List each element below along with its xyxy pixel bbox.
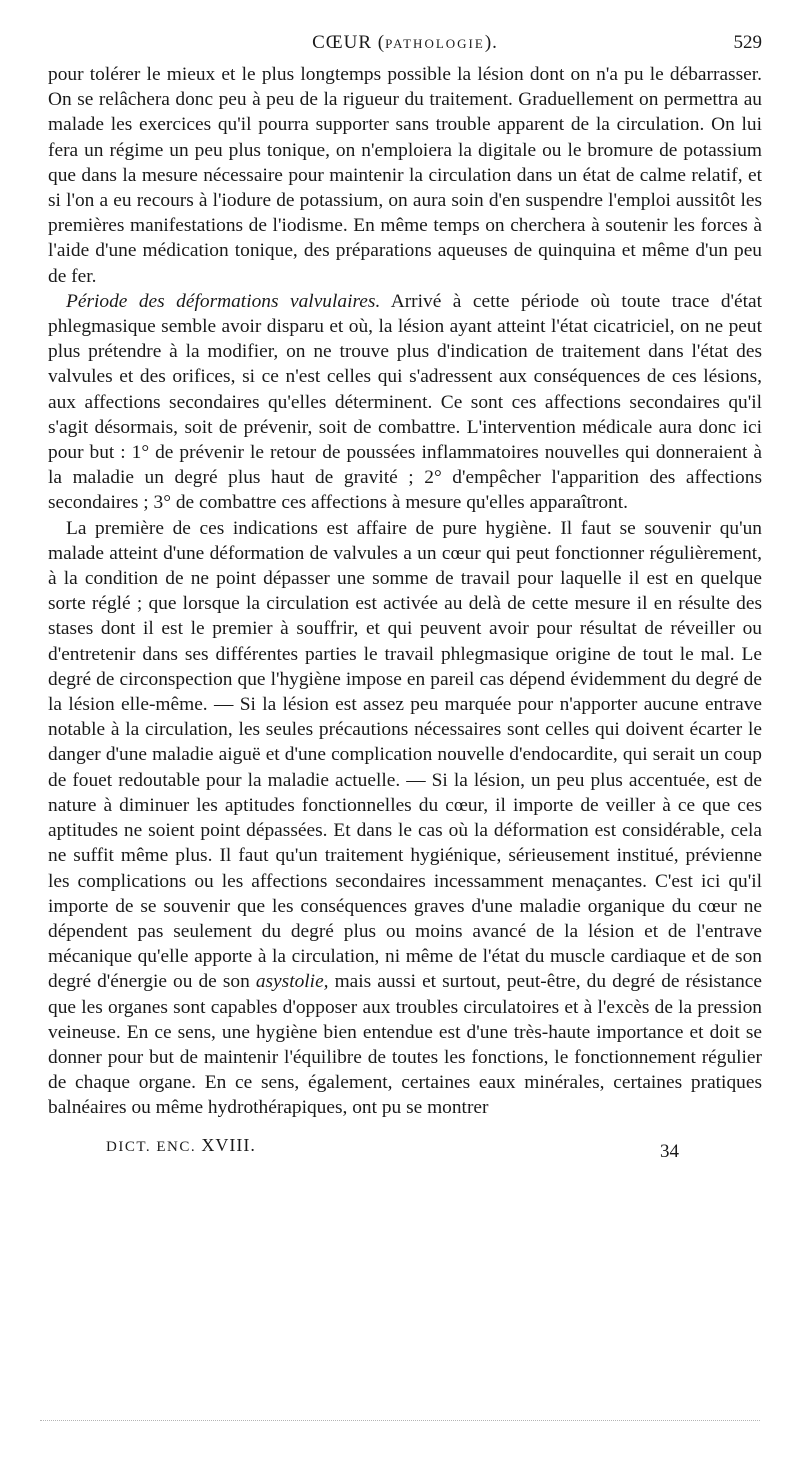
signature-prefix: DICT. ENC. <box>106 1138 197 1155</box>
section-heading-valvular-deformations: Période des déformations valvulaires. <box>66 290 381 312</box>
page-number: 529 <box>733 32 762 53</box>
running-title-main: CŒUR ( <box>312 32 386 53</box>
paragraph-text: La première de ces indications est affaire de pure hygiène. Il faut se souvenir qu'un malade atteint d'une déformation de valvules a un cœur qui peut fonctionner régulièrement, à la condition de ne point dépasser une somme de travail pour laquelle il est en quelque sorte réglé ; que lorsque la circulation est activée au delà de cette mesure il en résulte des stases dont il est le premier à souffrir, et qui peuvent avoir pour résultat de réveiller ou d'entretenir dans ses différentes parties le travail phlegmasique origine de tout le mal. Le degré de circonspection que l'hygiène impose en pareil cas dépend évidemment du degré de la lésion elle-même. — Si la lésion est assez peu marquée pour n'apporter aucune entrave notable à la circulation, les seules précautions nécessaires sont celles qui doivent écarter le danger d'une maladie aiguë et d'une complication nouvelle d'endocardite, qui serait un coup de fouet redoutable pour la maladie actuelle. — Si la lésion, un peu plus accentuée, est de nature à diminuer les aptitudes fonctionnelles du cœur, il importe de veiller à ce que ces aptitudes ne soient point dépassées. Et dans le cas où la déformation est considérable, cela ne suffit même plus. Il faut qu'un traitement hygiénique, sérieusement institué, prévienne les complications ou les affections secondaires incessamment menaçantes. C'est ici qu'il importe de se souvenir que les conséquences graves d'une maladie organique du cœur ne dépendent pas seulement du degré plus ou moins avancé de la lésion et de l'entrave mécanique qu'elle apporte à la circulation, ni même de l'état du muscle cardiaque et de son degré d'énergie ou de son <box>48 517 762 993</box>
paragraph-valvular-deformations <box>48 289 762 516</box>
sheet-number: 34 <box>660 1140 679 1162</box>
paragraph-continuation: pour tolérer le mieux et le plus longtemps possible la lésion dont on n'a pu le débarrasser. On se relâchera donc peu à peu de la rigueur du traitement. Graduellement on permettra au malade les exercices qu'il pourra supporter sans trouble apparent de la circulation. On lui fera un régime un peu plus tonique, on n'emploiera la digitale ou le bromure de potassium que dans la mesure nécessaire pour maintenir la circulation dans un état de calme relatif, et si l'on a eu recours à l'iodure de potassium, on aura soin d'en suspendre l'emploi aussitôt les premières manifestations de l'iodisme. En même temps on cherchera à soutenir les forces à l'aide d'une médication tonique, des préparations aqueuses de quinquina et même d'un peu de fer. <box>48 64 762 287</box>
paragraph-text: Arrivé à cette période où toute trace d'état phlegmasique semble avoir disparu et où, la lésion ayant atteint l'état cicatriciel, on ne peut plus prétendre à la modifier, on ne trouve plus d'indication de traitement dans l'état des valvules et des orifices, si ce n'est celles qui s'adressent aux conséquences de ces lésions, aux affections secondaires qu'elles déterminent. Ce sont ces affections secondaires qu'il s'agit désormais, soit de prévenir, soit de combattre. L'intervention médicale aura donc ici pour but : 1° de prévenir le retour de poussées inflammatoires nouvelles qui donneraient à la maladie un degré plus haut de gravité ; 2° d'empêcher l'apparition des affections secondaires ; 3° de combattre ces affections à mesure qu'elles apparaîtront. <box>48 290 762 514</box>
body-text <box>48 62 762 1121</box>
printer-signature <box>106 1135 256 1156</box>
running-title-subtitle: PATHOLOGIE <box>385 36 485 51</box>
paragraph-hygiene <box>48 516 762 1121</box>
italic-term-asystolie: asystolie, <box>255 971 329 993</box>
paragraph-text: mais aussi et surtout, peut-être, du degré de résistance que les organes sont capables d'opposer aux troubles circulatoires et à l'excès de la pression veineuse. En ce sens, une hygiène bien entendue est d'une très-haute importance et doit se donner pour but de maintenir l'équilibre de toutes les fonctions, le fonctionnement régulier de chaque organe. En ce sens, également, certaines eaux minérales, certaines pratiques balnéaires ou même hydrothérapiques, ont pu se montrer <box>48 971 762 1119</box>
running-title-end: ). <box>484 32 498 53</box>
running-head <box>48 32 762 58</box>
signature-volume: XVIII. <box>201 1134 256 1155</box>
page-footer <box>48 1131 762 1161</box>
bleed-through-line <box>40 1420 760 1421</box>
running-title <box>48 32 762 54</box>
